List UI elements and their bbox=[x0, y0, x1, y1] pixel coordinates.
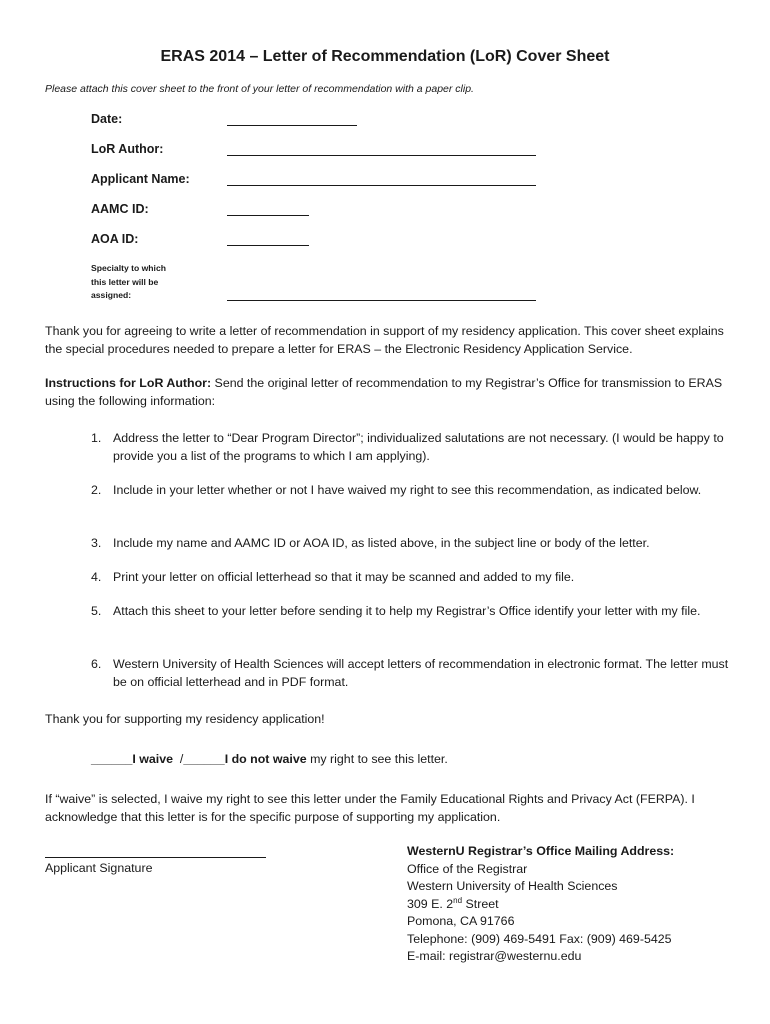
signature-label: Applicant Signature bbox=[45, 861, 153, 875]
page-subtitle: Please attach this cover sheet to the front of your letter of recommendation with a paper clip. bbox=[45, 83, 474, 95]
intro-paragraph: Thank you for agreeing to write a letter of recommendation in support of my residency application. This cover sheet explains the special procedures needed to prepare a letter for ERAS – the Electronic Residency Application Service. bbox=[45, 324, 724, 356]
waive-option: I waive bbox=[132, 752, 173, 766]
address-line: Office of the Registrar bbox=[407, 861, 528, 876]
lor-author-field[interactable] bbox=[227, 155, 536, 156]
waive-separator: / bbox=[173, 752, 184, 766]
list-item-text: Western University of Health Sciences will accept letters of recommendation in electronic format. The letter must be on official letterhead and in PDF format. bbox=[113, 657, 729, 689]
ferpa-paragraph: If “waive” is selected, I waive my right to see this letter under the Family Educational Rights and Privacy Act (FERPA). I acknowledge that this letter is for the specific purpose of supporting my application. bbox=[45, 792, 695, 824]
waive-suffix: my right to see this letter. bbox=[306, 752, 448, 766]
address-street bbox=[407, 896, 674, 914]
list-item-number: 1. bbox=[91, 431, 102, 445]
street-name: Street bbox=[462, 896, 499, 911]
not-waive-blank[interactable]: ______ bbox=[183, 752, 225, 766]
street-number: 309 E. 2 bbox=[407, 896, 454, 911]
aamc-id-label: AAMC ID: bbox=[91, 202, 149, 216]
instructions-text: Send the original letter of recommendation to my Registrar’s Office for transmission to ERAS using the following information: bbox=[45, 376, 723, 408]
aamc-id-field[interactable] bbox=[227, 215, 309, 216]
list-item-text: Address the letter to “Dear Program Director”; individualized salutations are not necessary. (I would be happy to provide you a list of the programs to which I am applying). bbox=[113, 431, 724, 463]
address-phone: Telephone: (909) 469-5491 Fax: (909) 469-5425 bbox=[407, 931, 672, 946]
lor-author-label: LoR Author: bbox=[91, 142, 164, 156]
list-item bbox=[91, 569, 736, 587]
applicant-name-label: Applicant Name: bbox=[91, 172, 190, 186]
address-email: E-mail: registrar@westernu.edu bbox=[407, 949, 582, 963]
not-waive-option: I do not waive bbox=[224, 752, 307, 766]
address-city: Pomona, CA 91766 bbox=[407, 914, 515, 928]
list-item-text: Print your letter on official letterhead so that it may be scanned and added to my file. bbox=[113, 570, 575, 584]
thanks-paragraph: Thank you for supporting my residency application! bbox=[45, 712, 325, 726]
list-item bbox=[91, 656, 736, 689]
street-suffix: nd bbox=[453, 895, 463, 905]
instructions-paragraph bbox=[45, 375, 735, 410]
address-heading: WesternU Registrar’s Office Mailing Address: bbox=[407, 844, 675, 858]
list-item-number: 6. bbox=[91, 657, 102, 671]
specialty-label bbox=[91, 262, 166, 303]
signature-field[interactable] bbox=[45, 857, 266, 858]
page-title: ERAS 2014 – Letter of Recommendation (LoR) Cover Sheet bbox=[160, 48, 610, 65]
list-item-text: Attach this sheet to your letter before sending it to help my Registrar’s Office identify your letter with my file. bbox=[113, 604, 701, 618]
specialty-field[interactable] bbox=[227, 300, 536, 301]
list-item bbox=[91, 603, 736, 621]
specialty-label-line: assigned: bbox=[91, 290, 132, 300]
list-item bbox=[91, 535, 736, 553]
waive-line bbox=[91, 751, 736, 769]
mailing-address bbox=[407, 843, 674, 966]
list-item-text: Include in your letter whether or not I have waived my right to see this recommendation, as indicated below. bbox=[113, 483, 702, 497]
list-item-number: 2. bbox=[91, 483, 102, 497]
list-item-number: 4. bbox=[91, 570, 102, 584]
list-item-text: Include my name and AAMC ID or AOA ID, as listed above, in the subject line or body of the letter. bbox=[113, 536, 650, 550]
address-line: Western University of Health Sciences bbox=[407, 879, 618, 893]
specialty-label-line: this letter will be bbox=[91, 276, 159, 287]
instructions-label: Instructions for LoR Author: bbox=[45, 376, 212, 390]
applicant-name-field[interactable] bbox=[227, 185, 536, 186]
waive-blank[interactable]: ______ bbox=[91, 752, 133, 766]
specialty-label-line: Specialty to which bbox=[91, 263, 166, 273]
date-field[interactable] bbox=[227, 125, 357, 126]
aoa-id-label: AOA ID: bbox=[91, 232, 139, 246]
list-item-number: 5. bbox=[91, 604, 102, 618]
date-label: Date: bbox=[91, 112, 123, 126]
list-item-number: 3. bbox=[91, 536, 102, 550]
list-item bbox=[91, 482, 736, 500]
aoa-id-field[interactable] bbox=[227, 245, 309, 246]
list-item bbox=[91, 430, 736, 463]
